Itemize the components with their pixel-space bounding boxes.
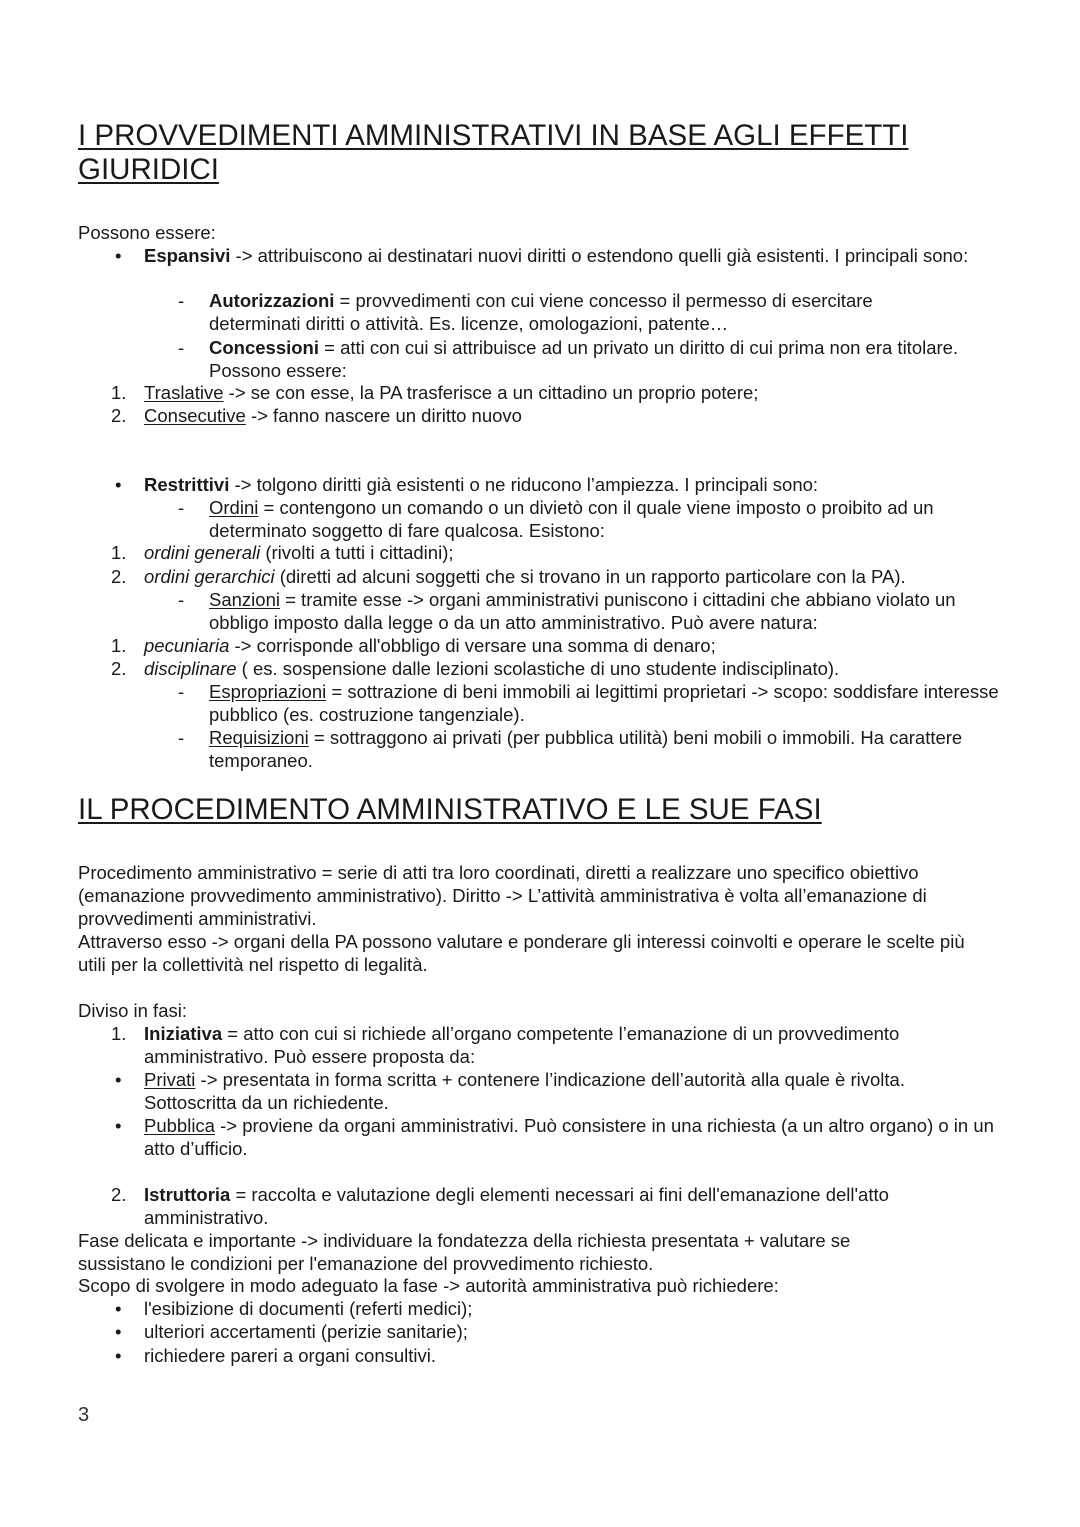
phase-istruttoria xyxy=(144,1183,964,1229)
paragraph-purpose: Attraverso esso -> organi della PA possono valutare e ponderare gli interessi coinvolti e operare le scelte più utili per la collettività nel rispetto di legalità. xyxy=(78,931,965,975)
dash-icon: - xyxy=(178,727,185,748)
list-number: 1. xyxy=(111,1023,127,1044)
list-item-concessioni xyxy=(209,336,969,382)
term: disciplinare xyxy=(144,658,237,679)
intro-text: Possono essere: xyxy=(78,222,216,243)
term: Espansivi xyxy=(144,245,231,266)
definition: = provvedimenti con cui viene concesso il permesso di esercitare determinati diritti o attività. Es. licenze, omologazioni, patente… xyxy=(209,290,873,334)
term: Iniziativa xyxy=(144,1023,223,1044)
term: Traslative xyxy=(144,382,224,403)
list-item-disciplinare xyxy=(144,657,1004,680)
bullet-icon: • xyxy=(115,245,122,266)
definition: ( es. sospensione dalle lezioni scolastiche di uno studente indisciplinato). xyxy=(236,658,840,679)
list-number: 2. xyxy=(111,1184,127,1205)
term: Concessioni xyxy=(209,337,319,358)
definition: = tramite esse -> organi amministrativi puniscono i cittadini che abbiano violato un obbligo imposto dalla legge o da un atto amministrativo. Può avere natura: xyxy=(209,589,956,633)
definition: = atto con cui si richiede all’organo competente l’emanazione di un provvedimento amministrativo. Può essere proposta da: xyxy=(144,1023,900,1067)
definition: (rivolti a tutti i cittadini); xyxy=(260,542,454,563)
term: Ordini xyxy=(209,497,259,518)
definition: -> se con esse, la PA trasferisce a un cittadino un proprio potere; xyxy=(223,382,759,403)
term: Consecutive xyxy=(144,405,246,426)
list-number: 2. xyxy=(111,658,127,679)
definition: -> fanno nascere un diritto nuovo xyxy=(245,405,522,426)
definition: -> attribuiscono ai destinatari nuovi diritti o estendono quelli già esistenti. I principali sono: xyxy=(230,245,969,266)
definition: -> proviene da organi amministrativi. Può consistere in una richiesta (a un altro organo) o in un atto d’ufficio. xyxy=(144,1115,994,1159)
section-title-procedimento: IL PROCEDIMENTO AMMINISTRATIVO E LE SUE FASI xyxy=(78,793,822,826)
term: Autorizzazioni xyxy=(209,290,335,311)
list-item-ordini xyxy=(209,496,1009,542)
list-number: 1. xyxy=(111,635,127,656)
list-item-autorizzazioni xyxy=(209,289,969,335)
term: Requisizioni xyxy=(209,727,309,748)
phases-intro: Diviso in fasi: xyxy=(78,1000,187,1021)
paragraph-definition: Procedimento amministrativo = serie di atti tra loro coordinati, diretti a realizzare uno specifico obiettivo (emanazione provvedimento amministrativo). Diritto -> L’attività amministrativa è volta all’emanazione di provvedimenti amministrativi. xyxy=(78,862,927,929)
list-number: 2. xyxy=(111,405,127,426)
definition: = sottraggono ai privati (per pubblica utilità) beni mobili o immobili. Ha carattere temporaneo. xyxy=(209,727,963,771)
term: Pubblica xyxy=(144,1115,215,1136)
page-number: 3 xyxy=(78,1404,90,1426)
list-item-ordini-gerarchici xyxy=(144,565,1024,588)
term: Privati xyxy=(144,1069,196,1090)
list-item-consecutive xyxy=(144,404,994,427)
list-item-pecuniaria xyxy=(144,634,1004,657)
bullet-icon: • xyxy=(115,1069,122,1090)
term: pecuniaria xyxy=(144,635,230,656)
dash-icon: - xyxy=(178,681,185,702)
list-item-accertamenti: ulteriori accertamenti (perizie sanitarie); xyxy=(144,1321,468,1342)
list-item-pareri: richiedere pareri a organi consultivi. xyxy=(144,1345,437,1366)
definition: -> corrisponde all'obbligo di versare una somma di denaro; xyxy=(229,635,716,656)
list-item-espropriazioni xyxy=(209,680,999,726)
bullet-icon: • xyxy=(115,1115,122,1136)
dash-icon: - xyxy=(178,589,185,610)
dash-icon: - xyxy=(178,290,185,311)
term: ordini gerarchici xyxy=(144,566,275,587)
list-item-espansivi xyxy=(144,244,994,267)
dash-icon: - xyxy=(178,497,185,518)
list-item-restrittivi xyxy=(144,473,1004,496)
definition: -> presentata in forma scritta + contenere l’indicazione dell’autorità alla quale è rivolta. Sottoscritta da un richiedente. xyxy=(144,1069,905,1113)
term: ordini generali xyxy=(144,542,261,563)
term: Istruttoria xyxy=(144,1184,231,1205)
list-item-esibizione: l'esibizione di documenti (referti medici); xyxy=(144,1298,473,1319)
definition: (diretti ad alcuni soggetti che si trovano in un rapporto particolare con la PA). xyxy=(274,566,906,587)
bullet-icon: • xyxy=(115,1321,122,1342)
list-item-requisizioni xyxy=(209,726,969,772)
dash-icon: - xyxy=(178,337,185,358)
section-title-provvedimenti: I PROVVEDIMENTI AMMINISTRATIVI IN BASE AGLI EFFETTI GIURIDICI xyxy=(78,119,909,186)
definition: = contengono un comando o un divietò con il quale viene imposto o proibito ad un determinato soggetto di fare qualcosa. Esistono: xyxy=(209,497,934,541)
list-item-traslative xyxy=(144,381,994,404)
paragraph-fase: Fase delicata e importante -> individuare la fondatezza della richiesta presentata + valutare se sussistano le condizioni per l'emanazione del provvedimento richiesto. xyxy=(78,1230,851,1274)
definition: = sottrazione di beni immobili ai legittimi proprietari -> scopo: soddisfare interesse pubblico (es. costruzione tangenziale). xyxy=(209,681,999,725)
list-item-ordini-generali xyxy=(144,541,1004,564)
list-item-privati xyxy=(144,1068,984,1114)
list-item-pubblica xyxy=(144,1114,1004,1160)
term: Restrittivi xyxy=(144,474,230,495)
bullet-icon: • xyxy=(115,474,122,495)
definition: = raccolta e valutazione degli elementi necessari ai fini dell'emanazione dell'atto amministrativo. xyxy=(144,1184,889,1228)
phase-iniziativa xyxy=(144,1022,974,1068)
term: Sanzioni xyxy=(209,589,280,610)
list-number: 2. xyxy=(111,566,127,587)
bullet-icon: • xyxy=(115,1345,122,1366)
list-item-sanzioni xyxy=(209,588,1009,634)
list-number: 1. xyxy=(111,382,127,403)
definition: = atti con cui si attribuisce ad un privato un diritto di cui prima non era titolare. Possono essere: xyxy=(209,337,959,381)
definition: -> tolgono diritti già esistenti o ne riducono l’ampiezza. I principali sono: xyxy=(229,474,819,495)
term: Espropriazioni xyxy=(209,681,327,702)
bullet-icon: • xyxy=(115,1298,122,1319)
paragraph-scopo: Scopo di svolgere in modo adeguato la fase -> autorità amministrativa può richiedere: xyxy=(78,1275,779,1296)
list-number: 1. xyxy=(111,542,127,563)
